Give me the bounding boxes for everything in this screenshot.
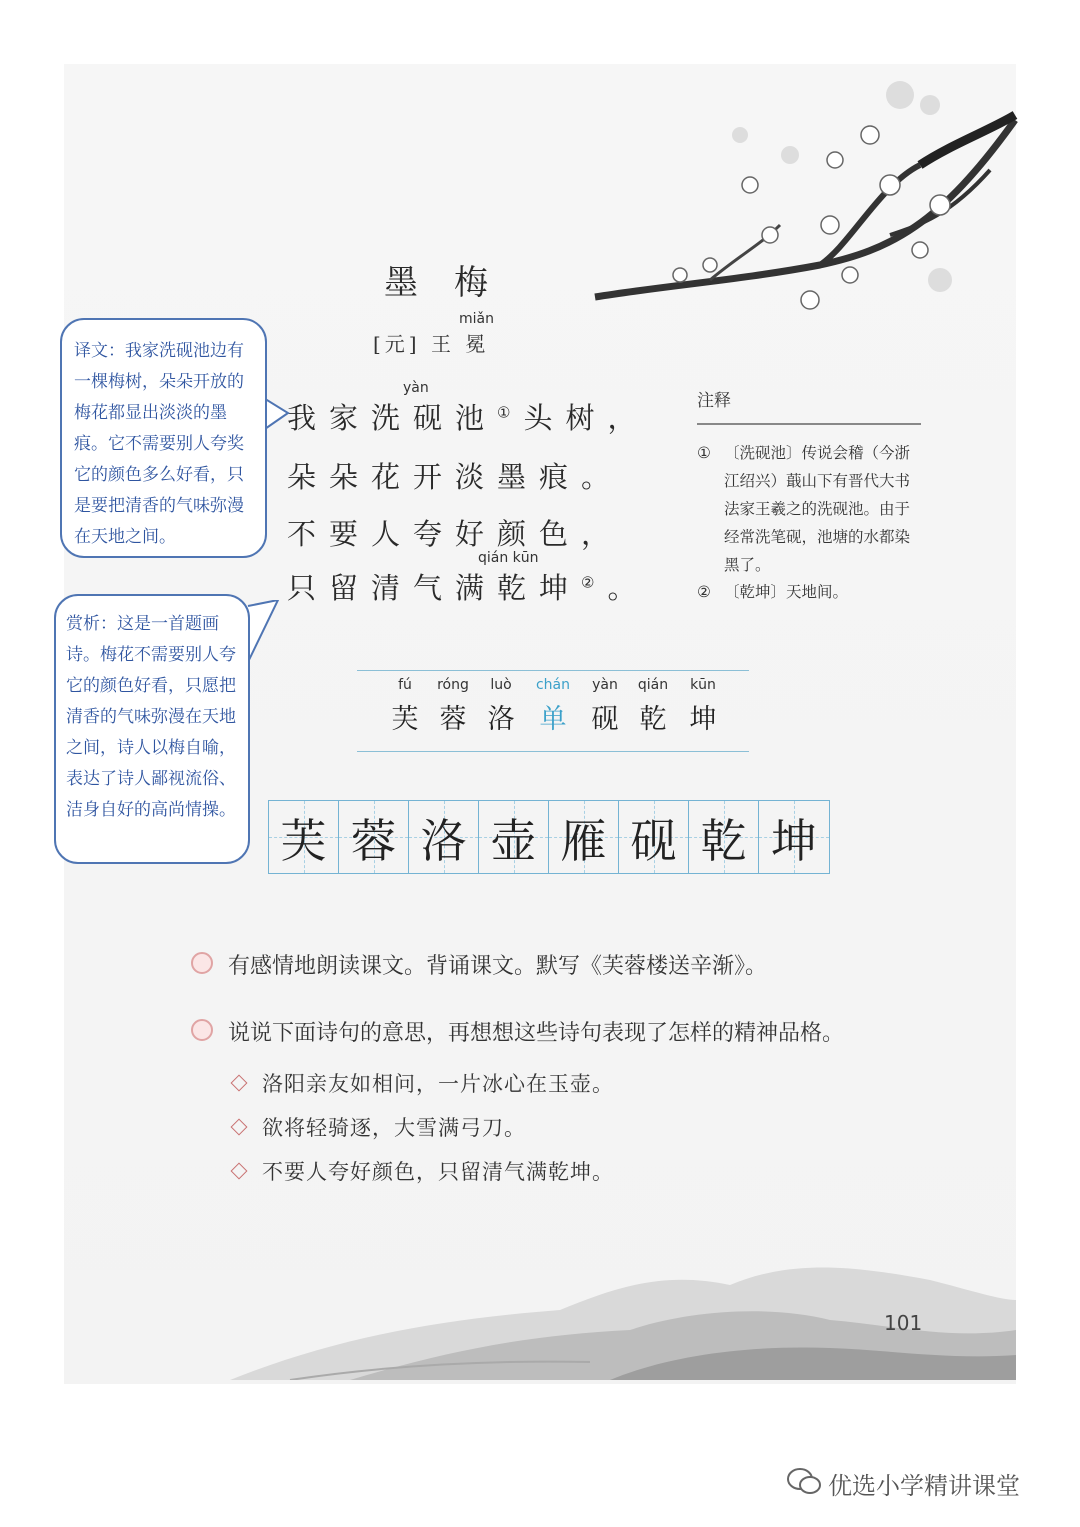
poem-line: 只留清气满乾坤②。 — [287, 571, 650, 605]
poem-title: 墨梅 — [384, 263, 524, 303]
vocab-item: qián 乾 — [637, 677, 669, 735]
grid-cell: 芙 — [269, 801, 339, 873]
grid-cell: 壶 — [479, 801, 549, 873]
notes-heading: 注释 — [697, 391, 731, 411]
task-icon — [191, 1019, 213, 1041]
poem-author: [元] 王 冕 — [373, 332, 490, 356]
grid-cell: 乾 — [689, 801, 759, 873]
grid-cell: 蓉 — [339, 801, 409, 873]
ink-landscape-illustration — [230, 1230, 1016, 1380]
page-number: 101 — [884, 1311, 923, 1335]
vocab-item: kūn 坤 — [689, 677, 717, 735]
vocab-item: luò 洛 — [487, 677, 515, 735]
grid-cell: 砚 — [619, 801, 689, 873]
grid-cell: 雁 — [549, 801, 619, 873]
sub-item: 不要人夸好颜色，只留清气满乾坤。 — [262, 1160, 614, 1184]
appreciation-bubble: 赏析：这是一首题画诗。梅花不需要别人夸它的颜色好看，只愿把清香的气味弥漫在天地之间，诗人以梅自喻，表达了诗人鄙视流俗、洁身自好的高尚情操。 — [54, 594, 250, 864]
translation-bubble: 译文：我家洗砚池边有一棵梅树，朵朵开放的梅花都显出淡淡的墨痕。它不需要别人夸奖它的颜色多么好看，只是要把清香的气味弥漫在天地之间。 — [60, 318, 267, 558]
vocab-item-highlight: chán 单 — [535, 677, 571, 735]
pinyin-annotation: yàn — [403, 380, 429, 396]
task-text: 有感情地朗读课文。背诵课文。默写《芙蓉楼送辛渐》。 — [228, 954, 768, 979]
note-index: ① — [697, 444, 711, 462]
poem-line: 不要人夸好颜色， — [287, 517, 624, 551]
vocab-item: róng 蓉 — [437, 677, 469, 735]
bubble-tail — [246, 600, 282, 670]
notes-divider — [697, 423, 921, 425]
vocab-item: fú 芙 — [391, 677, 419, 735]
watermark-text: 优选小学精讲课堂 — [828, 1472, 1020, 1500]
poem-line: 朵朵花开淡墨痕。 — [287, 460, 624, 494]
note-text: 〔洗砚池〕传说会稽（今浙江绍兴）蕺山下有晋代大书法家王羲之的洗砚池。由于经常洗笔砚，池塘的水都染黑了。 — [724, 444, 911, 574]
note-text: 〔乾坤〕天地间。 — [724, 583, 849, 601]
plum-branch-illustration — [590, 75, 1020, 335]
pinyin-annotation: qián kūn — [478, 550, 539, 566]
author-pinyin: miǎn — [459, 311, 494, 327]
task-text: 说说下面诗句的意思，再想想这些诗句表现了怎样的精神品格。 — [228, 1021, 845, 1046]
note-index: ② — [697, 583, 711, 601]
footnote-marker: ② — [581, 573, 608, 592]
sub-item: 欲将轻骑逐，大雪满弓刀。 — [262, 1116, 526, 1140]
writing-grid — [268, 800, 830, 874]
sub-item: 洛阳亲友如相问，一片冰心在玉壶。 — [262, 1072, 614, 1096]
wechat-icon — [786, 1466, 822, 1496]
grid-cell: 洛 — [409, 801, 479, 873]
task-icon — [191, 952, 213, 974]
vocabulary-bar — [357, 670, 749, 752]
footnote-marker: ① — [497, 403, 524, 422]
poem-line: 我家洗砚池①头树， — [287, 401, 650, 435]
grid-cell: 坤 — [759, 801, 829, 873]
vocab-item: yàn 砚 — [591, 677, 619, 735]
